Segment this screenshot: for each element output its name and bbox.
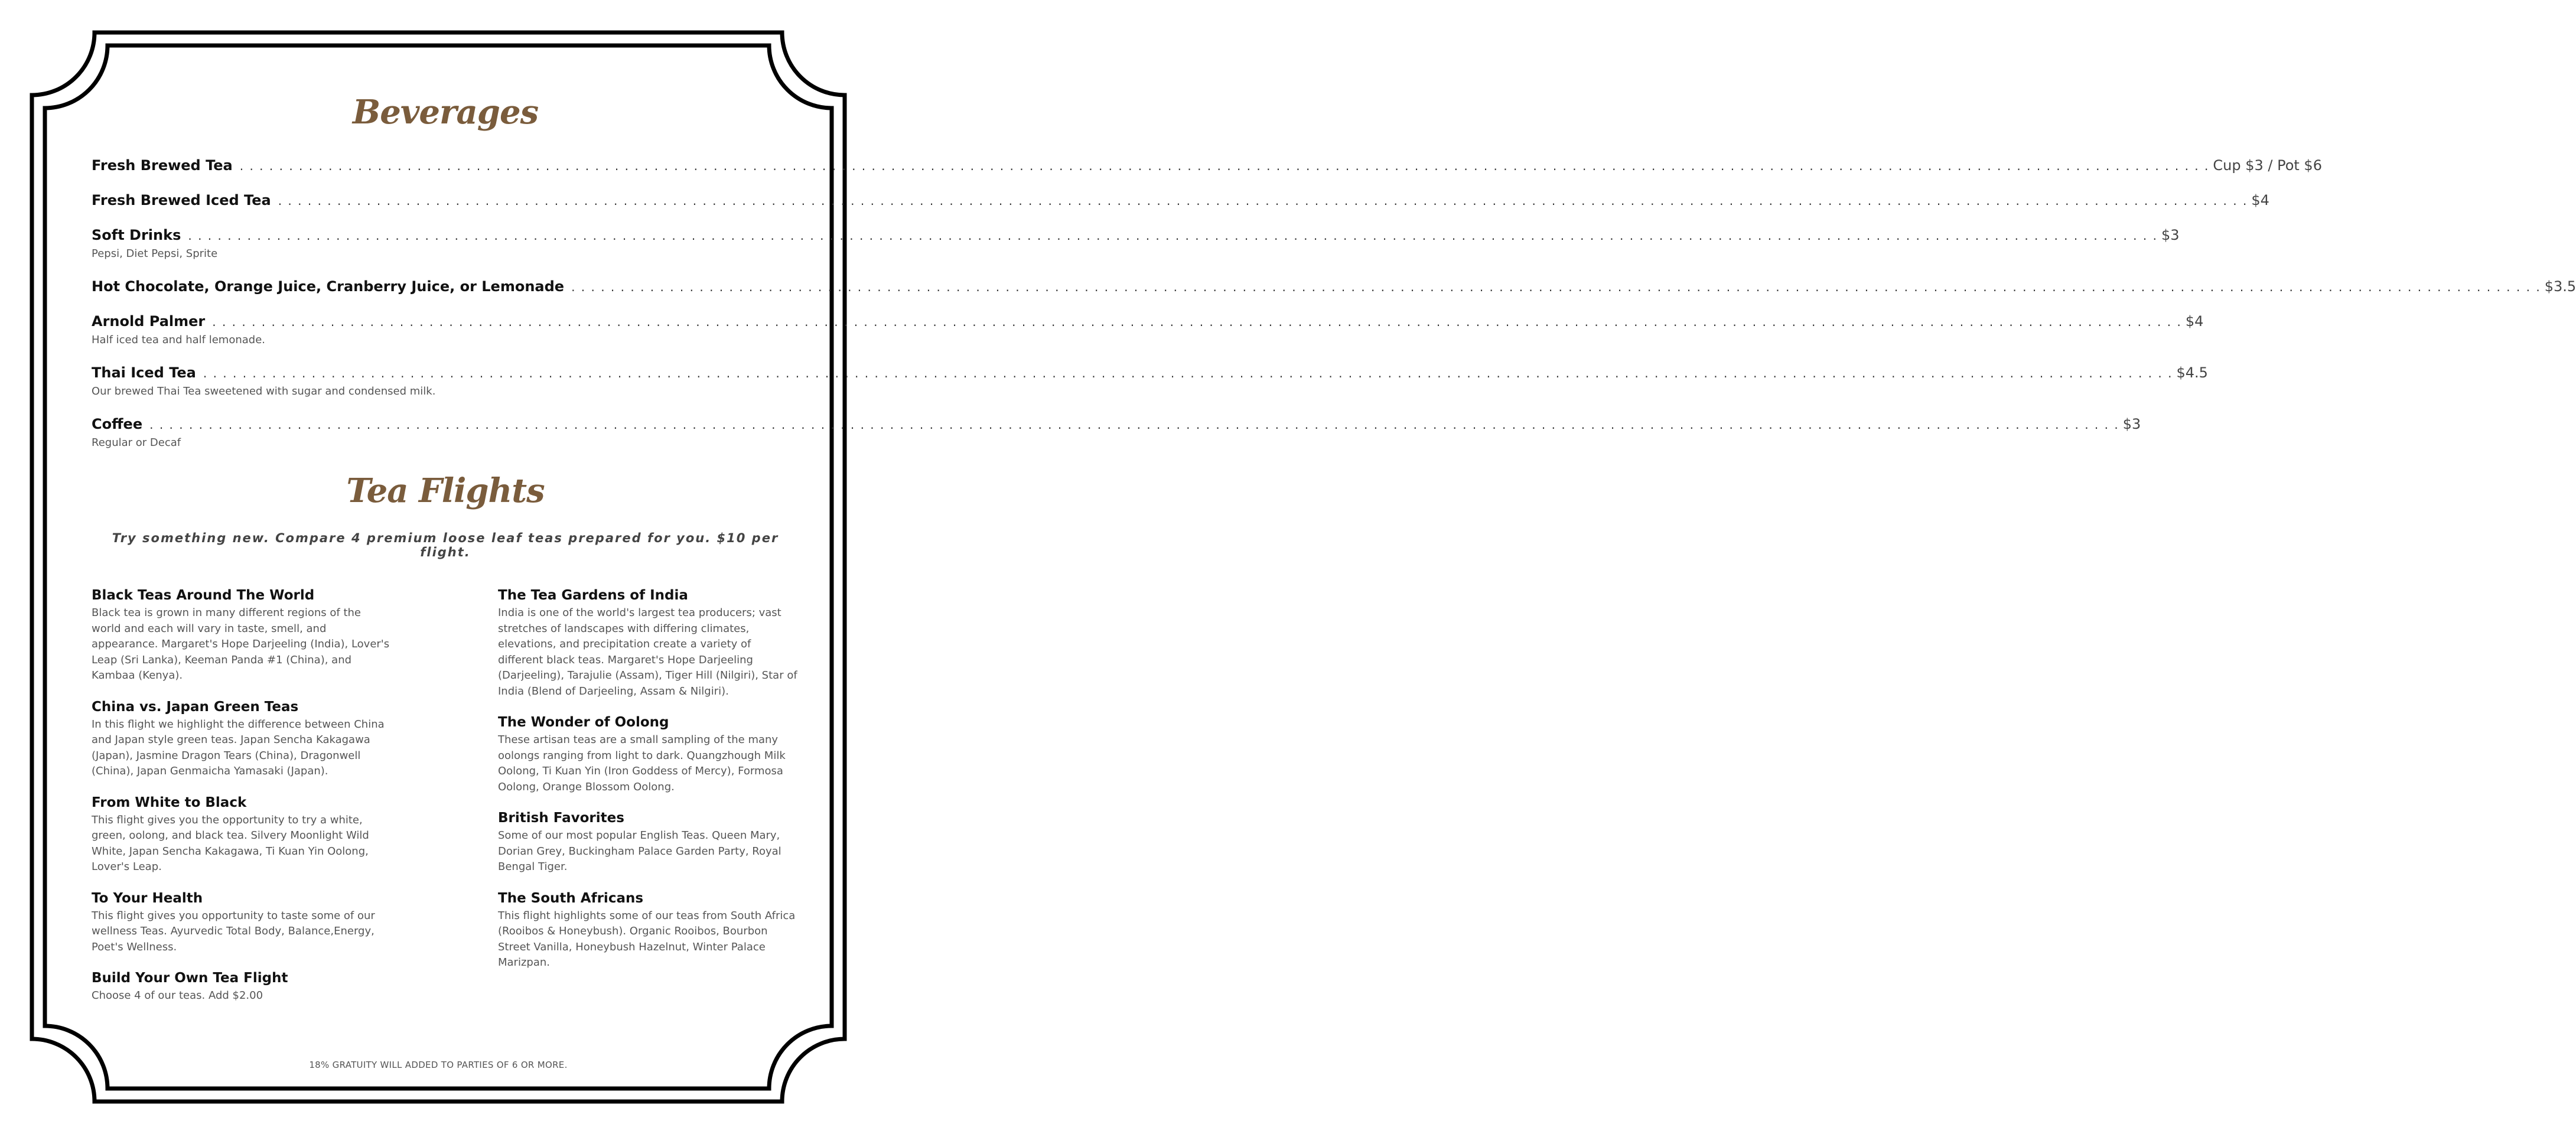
beverage-name: Fresh Brewed Tea	[92, 157, 233, 174]
tea-flight-name: The Tea Gardens of India	[498, 588, 688, 603]
beverage-item	[92, 191, 2269, 210]
tea-flight-description: In this flight we highlight the difference between China and Japan style green teas. Japan Sencha Kakagawa (Japan), Jasmine Dragon Tears (China), Dragonwell (China), Japan Genmaicha Yamasaki (Japan).	[92, 718, 385, 777]
beverage-price: $3.5	[2544, 278, 2576, 295]
tea-flight-name: The Wonder of Oolong	[498, 715, 669, 730]
tea-flight-item	[92, 794, 393, 875]
tea-flight-item	[498, 889, 799, 971]
beverage-description: Pepsi, Diet Pepsi, Sprite	[92, 247, 218, 260]
tea-flight-description: These artisan teas are a small sampling of the many oolongs ranging from light to dark. Quangzhough Milk Oolong, Ti Kuan Yin (Iron Goddess of Mercy), Formosa Oolong, Orange Blossom Oolong.	[498, 734, 786, 793]
beverage-price: $4	[2251, 192, 2269, 208]
beverage-price: Cup $3 / Pot $6	[2213, 157, 2322, 174]
beverage-description: Regular or Decaf	[92, 436, 181, 449]
beverage-row	[92, 191, 2269, 210]
beverage-name: Hot Chocolate, Orange Juice, Cranberry Juice, or Lemonade	[92, 278, 565, 295]
beverage-name: Thai Iced Tea	[92, 364, 196, 381]
beverage-description: Half iced tea and half lemonade.	[92, 334, 265, 346]
tea-flight-name: To Your Health	[92, 890, 203, 906]
beverage-row	[92, 226, 2180, 245]
beverage-item	[92, 363, 2208, 399]
tea-flight-item	[92, 586, 393, 684]
tea-flight-description: This flight gives you the opportunity to try a white, green, oolong, and black tea. Silvery Moonlight Wild White, Japan Sencha Kakagawa, Ti Kuan Yin Oolong, Lover's Leap.	[92, 813, 369, 873]
tea-flight-name: Build Your Own Tea Flight	[92, 970, 288, 986]
tea-flight-name: Black Teas Around The World	[92, 588, 315, 603]
beverage-price: $4	[2185, 313, 2204, 330]
gratuity-note: 18% GRATUITY WILL ADDED TO PARTIES OF 6 OR MORE.	[309, 1060, 568, 1070]
tea-flights-tagline: Try something new. Compare 4 premium loose leaf teas prepared for you. $10 per flight.	[112, 531, 779, 559]
dot-leader: . . . . . . . . . . . . . . . . . . . . . . . . . . . . . . . . . . . . . . . . . . . . . . . . . . . . . . . . . . . . . . . . . . . . . . . . . . . . . . . . . . . . . . . . . . . . . . . . . . . . . . . . . . . . . . . . . . . . . . . . . . . . . . . . . . . . . . . . . . . . . . . . . . . . . . . . . . . . . . . . . . . . . . . . . . . . . . . . . . . . . . . . . . . . . . . . . . . . . . . .	[239, 159, 2210, 173]
tea-flight-name: From White to Black	[92, 794, 247, 810]
beverage-name: Fresh Brewed Iced Tea	[92, 192, 271, 208]
beverage-item	[92, 277, 2576, 296]
tea-flight-item	[498, 809, 799, 875]
tea-flight-name: British Favorites	[498, 810, 624, 826]
tea-flight-description: India is one of the world's largest tea producers; vast stretches of landscapes with differing climates, elevations, and precipitation create a variety of different black teas. Margaret's Hope Darjeeling (Darjeeling), Tarajulie (Assam), Tiger Hill (Nilgiri), Star of India (Blend of Darjeeling, Assam & Nilgiri).	[498, 607, 797, 698]
beverage-item	[92, 312, 2204, 348]
tea-flights-columns	[92, 586, 799, 1018]
beverages-title: Beverages	[352, 93, 539, 132]
tea-flight-name: China vs. Japan Green Teas	[92, 699, 299, 715]
tea-flight-description: This flight gives you opportunity to taste some of our wellness Teas. Ayurvedic Total Body, Balance,Energy, Poet's Wellness.	[92, 909, 375, 953]
beverage-name: Coffee	[92, 416, 143, 432]
beverage-name: Soft Drinks	[92, 227, 181, 243]
beverage-row	[92, 415, 2141, 434]
tea-flight-description: Black tea is grown in many different regions of the world and each will vary in taste, smell, and appearance. Margaret's Hope Darjeeling (India), Lover's Leap (Sri Lanka), Keeman Panda #1 (China), and Kambaa (Kenya).	[92, 607, 390, 682]
beverage-item	[92, 156, 2322, 175]
menu-content	[92, 89, 2576, 1018]
tea-flight-item	[92, 969, 393, 1004]
beverage-description: Our brewed Thai Tea sweetened with sugar and condensed milk.	[92, 385, 436, 397]
tea-flights-right-column	[498, 586, 799, 1018]
dot-leader: . . . . . . . . . . . . . . . . . . . . . . . . . . . . . . . . . . . . . . . . . . . . . . . . . . . . . . . . . . . . . . . . . . . . . . . . . . . . . . . . . . . . . . . . . . . . . . . . . . . . . . . . . . . . . . . . . . . . . . . . . . . . . . . . . . . . . . . . . . . . . . . . . . . . . . . . . . . . . . . . . . . . . . . . . . . . . . . . . . . . . . . . . . . . . . . . . . . . . . . .	[212, 315, 2182, 329]
tea-flight-description: Choose 4 of our teas. Add $2.00	[92, 989, 263, 1002]
beverage-row	[92, 156, 2322, 175]
beverage-price: $3	[2122, 416, 2141, 432]
dot-leader: . . . . . . . . . . . . . . . . . . . . . . . . . . . . . . . . . . . . . . . . . . . . . . . . . . . . . . . . . . . . . . . . . . . . . . . . . . . . . . . . . . . . . . . . . . . . . . . . . . . . . . . . . . . . . . . . . . . . . . . . . . . . . . . . . . . . . . . . . . . . . . . . . . . . . . . . . . . . . . . . . . . . . . . . . . . . . . . . . . . . . . . . . . . . . . . . . . . . . . . .	[203, 366, 2173, 380]
tea-flight-description: This flight highlights some of our teas from South Africa (Rooibos & Honeybush). Organic Rooibos, Bourbon Street Vanilla, Honeybush Hazelnut, Winter Palace Marizpan.	[498, 909, 796, 969]
beverage-row	[92, 312, 2204, 331]
tea-flight-item	[498, 586, 799, 699]
dot-leader: . . . . . . . . . . . . . . . . . . . . . . . . . . . . . . . . . . . . . . . . . . . . . . . . . . . . . . . . . . . . . . . . . . . . . . . . . . . . . . . . . . . . . . . . . . . . . . . . . . . . . . . . . . . . . . . . . . . . . . . . . . . . . . . . . . . . . . . . . . . . . . . . . . . . . . . . . . . . . . . . . . . . . . . . . . . . . . . . . . . . . . . . . . . . . . . . . . . . . . . .	[278, 194, 2248, 208]
beverage-price: $4.5	[2176, 364, 2208, 381]
tea-flight-item	[92, 889, 393, 956]
beverage-item	[92, 226, 2180, 262]
beverages-list	[92, 156, 2576, 451]
beverage-price: $3	[2161, 227, 2180, 243]
tea-flight-item	[498, 713, 799, 795]
beverage-item	[92, 415, 2141, 451]
tea-flights-title: Tea Flights	[346, 471, 545, 510]
tea-flights-left-column	[92, 586, 393, 1018]
dot-leader: . . . . . . . . . . . . . . . . . . . . . . . . . . . . . . . . . . . . . . . . . . . . . . . . . . . . . . . . . . . . . . . . . . . . . . . . . . . . . . . . . . . . . . . . . . . . . . . . . . . . . . . . . . . . . . . . . . . . . . . . . . . . . . . . . . . . . . . . . . . . . . . . . . . . . . . . . . . . . . . . . . . . . . . . . . . . . . . . . . . . . . . . . . . . . . . . . . . . . . . .	[188, 229, 2158, 243]
tea-flight-name: The South Africans	[498, 890, 644, 906]
tea-flight-item	[92, 698, 393, 780]
dot-leader: . . . . . . . . . . . . . . . . . . . . . . . . . . . . . . . . . . . . . . . . . . . . . . . . . . . . . . . . . . . . . . . . . . . . . . . . . . . . . . . . . . . . . . . . . . . . . . . . . . . . . . . . . . . . . . . . . . . . . . . . . . . . . . . . . . . . . . . . . . . . . . . . . . . . . . . . . . . . . . . . . . . . . . . . . . . . . . . . . . . . . . . . . . . . . . . . . . . . . . . .	[149, 418, 2119, 432]
beverage-row	[92, 363, 2208, 383]
dot-leader: . . . . . . . . . . . . . . . . . . . . . . . . . . . . . . . . . . . . . . . . . . . . . . . . . . . . . . . . . . . . . . . . . . . . . . . . . . . . . . . . . . . . . . . . . . . . . . . . . . . . . . . . . . . . . . . . . . . . . . . . . . . . . . . . . . . . . . . . . . . . . . . . . . . . . . . . . . . . . . . . . . . . . . . . . . . . . . . . . . . . . . . . . . . . . . . . . . . . . . . .	[571, 280, 2541, 294]
tea-flight-description: Some of our most popular English Teas. Queen Mary, Dorian Grey, Buckingham Palace Garden Party, Royal Bengal Tiger.	[498, 829, 781, 873]
beverage-row	[92, 277, 2576, 296]
beverage-name: Arnold Palmer	[92, 313, 206, 330]
